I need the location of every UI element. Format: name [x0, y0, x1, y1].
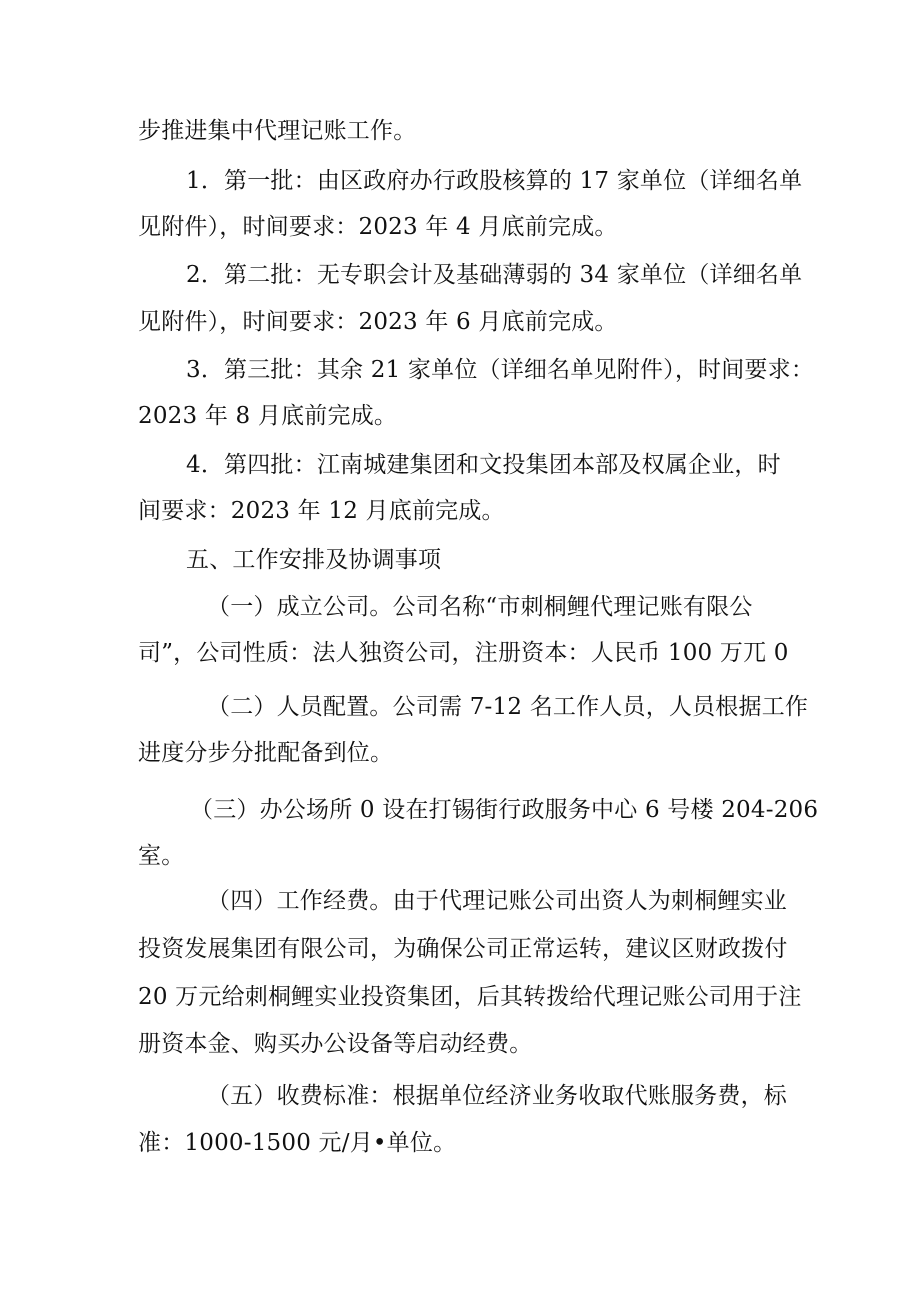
- item-2-line-2: 进度分步分批配备到位。: [138, 740, 394, 766]
- paragraph-continuation: 步推进集中代理记账工作。: [138, 118, 417, 144]
- item-4-line-3: 20 万元给刺桐鲤实业投资集团，后其转拨给代理记账公司用于注: [138, 984, 802, 1010]
- batch-1-line-2: 见附件），时间要求：2023 年 4 月底前完成。: [138, 214, 618, 240]
- item-2-line-1: （二）人员配置。公司需 7-12 名工作人员，人员根据工作: [207, 694, 809, 720]
- item-1-line-1: （一）成立公司。公司名称“市刺桐鲤代理记账有限公: [207, 594, 753, 620]
- batch-4-line-1: 4．第四批：江南城建集团和文投集团本部及权属企业，时: [186, 452, 781, 478]
- batch-1-line-1: 1．第一批：由区政府办行政股核算的 17 家单位（详细名单: [186, 168, 803, 194]
- item-4-line-1: （四）工作经费。由于代理记账公司出资人为刺桐鲤实业: [207, 888, 787, 914]
- section-heading: 五、工作安排及协调事项: [186, 547, 442, 573]
- batch-2-line-1: 2．第二批：无专职会计及基础薄弱的 34 家单位（详细名单: [186, 262, 803, 288]
- batch-2-line-2: 见附件），时间要求：2023 年 6 月底前完成。: [138, 309, 618, 335]
- item-5-line-2: 准：1000-1500 元/月•单位。: [138, 1130, 457, 1156]
- batch-4-line-2: 间要求：2023 年 12 月底前完成。: [138, 498, 505, 524]
- item-3-line-1: （三）办公场所 0 设在打锡街行政服务中心 6 号楼 204-206: [190, 797, 819, 823]
- batch-3-line-2: 2023 年 8 月底前完成。: [138, 403, 398, 429]
- item-3-line-2: 室。: [138, 843, 185, 869]
- item-5-line-1: （五）收费标准：根据单位经济业务收取代账服务费，标: [207, 1083, 787, 1109]
- item-4-line-4: 册资本金、购买办公设备等启动经费。: [138, 1031, 533, 1057]
- item-1-line-2: 司”，公司性质：法人独资公司，注册资本：人民币 100 万兀 0: [138, 640, 789, 666]
- batch-3-line-1: 3．第三批：其余 21 家单位（详细名单见附件），时间要求：: [186, 357, 815, 383]
- item-4-line-2: 投资发展集团有限公司，为确保公司正常运转，建议区财政拨付: [138, 936, 788, 962]
